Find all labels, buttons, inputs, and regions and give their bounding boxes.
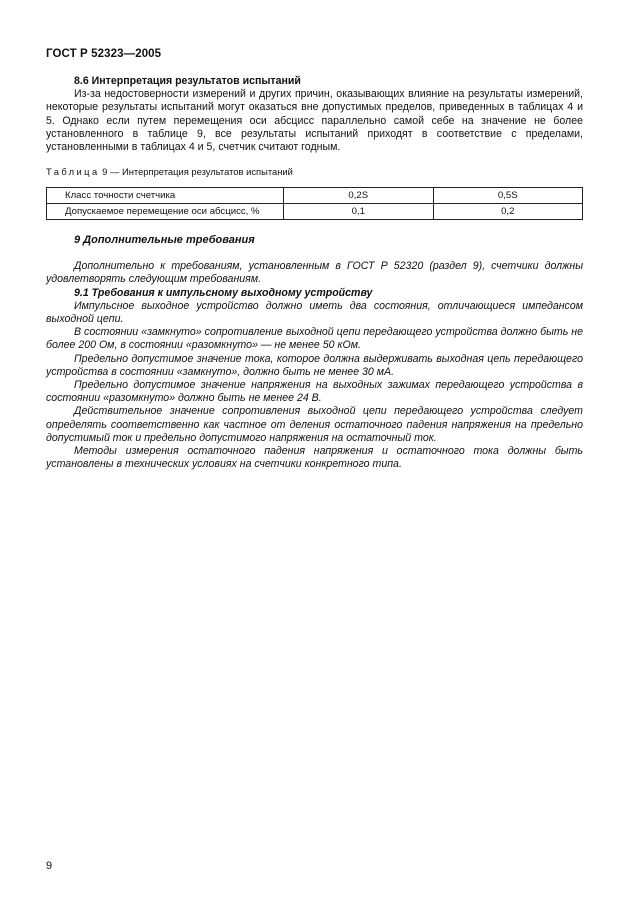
table-row (47, 204, 583, 220)
table-cell-value: 0,1 (284, 204, 434, 220)
section-9-paragraph: Методы измерения остаточного падения напряжения и остаточного тока должны быть установлены в технических условиях на счетчики конкретного типа. (46, 445, 583, 471)
section-8-6-paragraph: Из-за недостоверности измерений и других причин, оказывающих влияние на результаты измерений, некоторые результаты испытаний могут оказаться вне допустимых пределов, приведенных в таблицах 4 и 5. Однако если путем перемещения оси абсцисс параллельно самой себе на значение не более установленного в таблице 9, все результаты испытаний приходят в соответствие с пределами, установленными в таблицах 4 и 5, счетчик считают годным. (46, 88, 583, 154)
section-9-intro: Дополнительно к требованиям, установленным в ГОСТ Р 52320 (раздел 9), счетчики должны удовлетворять следующим требованиям. (46, 260, 583, 286)
table-cell-value: 0,2S (284, 188, 434, 204)
document-code: ГОСТ Р 52323—2005 (46, 48, 162, 60)
section-8-6 (46, 75, 583, 154)
table-cell-label: Класс точности счетчика (47, 188, 284, 204)
table-row (47, 188, 583, 204)
section-9-paragraph: Действительное значение сопротивления выходной цепи передающего устройства следует определять соответственно как частное от деления остаточного падения напряжения на предельно допустимый ток и предельно допустимого напряжения на остаточный ток. (46, 405, 583, 444)
table-caption-word: Таблица (46, 166, 100, 177)
section-9-1-heading: 9.1 Требования к импульсному выходному устройству (74, 286, 373, 299)
table-cell-value: 0,2 (433, 204, 583, 220)
section-9-paragraph: Предельно допустимое значение напряжения на выходных зажимах передающего устройства в состоянии «разомкнуто» должно быть не менее 24 В. (46, 379, 583, 405)
section-9-paragraph: Импульсное выходное устройство должно иметь два состояния, отличающиеся импедансом выходной цепи. (46, 299, 583, 326)
section-9 (46, 234, 583, 471)
table-cell-value: 0,5S (433, 188, 583, 204)
table-caption-text: 9 — Интерпретация результатов испытаний (99, 166, 293, 177)
page-number: 9 (46, 860, 53, 872)
table-9-caption (46, 166, 293, 178)
section-9-title: 9 Дополнительные требования (74, 234, 255, 246)
section-8-6-heading: 8.6 Интерпретация результатов испытаний (74, 75, 301, 87)
section-9-paragraph: В состоянии «замкнуто» сопротивление выходной цепи передающего устройства должно быть не более 200 Ом, в состоянии «разомкнуто» — не менее 50 кОм. (46, 326, 583, 352)
table-cell-label: Допускаемое перемещение оси абсцисс, % (47, 204, 284, 220)
table-9 (46, 187, 583, 220)
section-9-paragraph: Предельно допустимое значение тока, которое должна выдерживать выходная цепь передающего устройства в состоянии «замкнуто», должно быть не менее 30 мА. (46, 352, 583, 378)
